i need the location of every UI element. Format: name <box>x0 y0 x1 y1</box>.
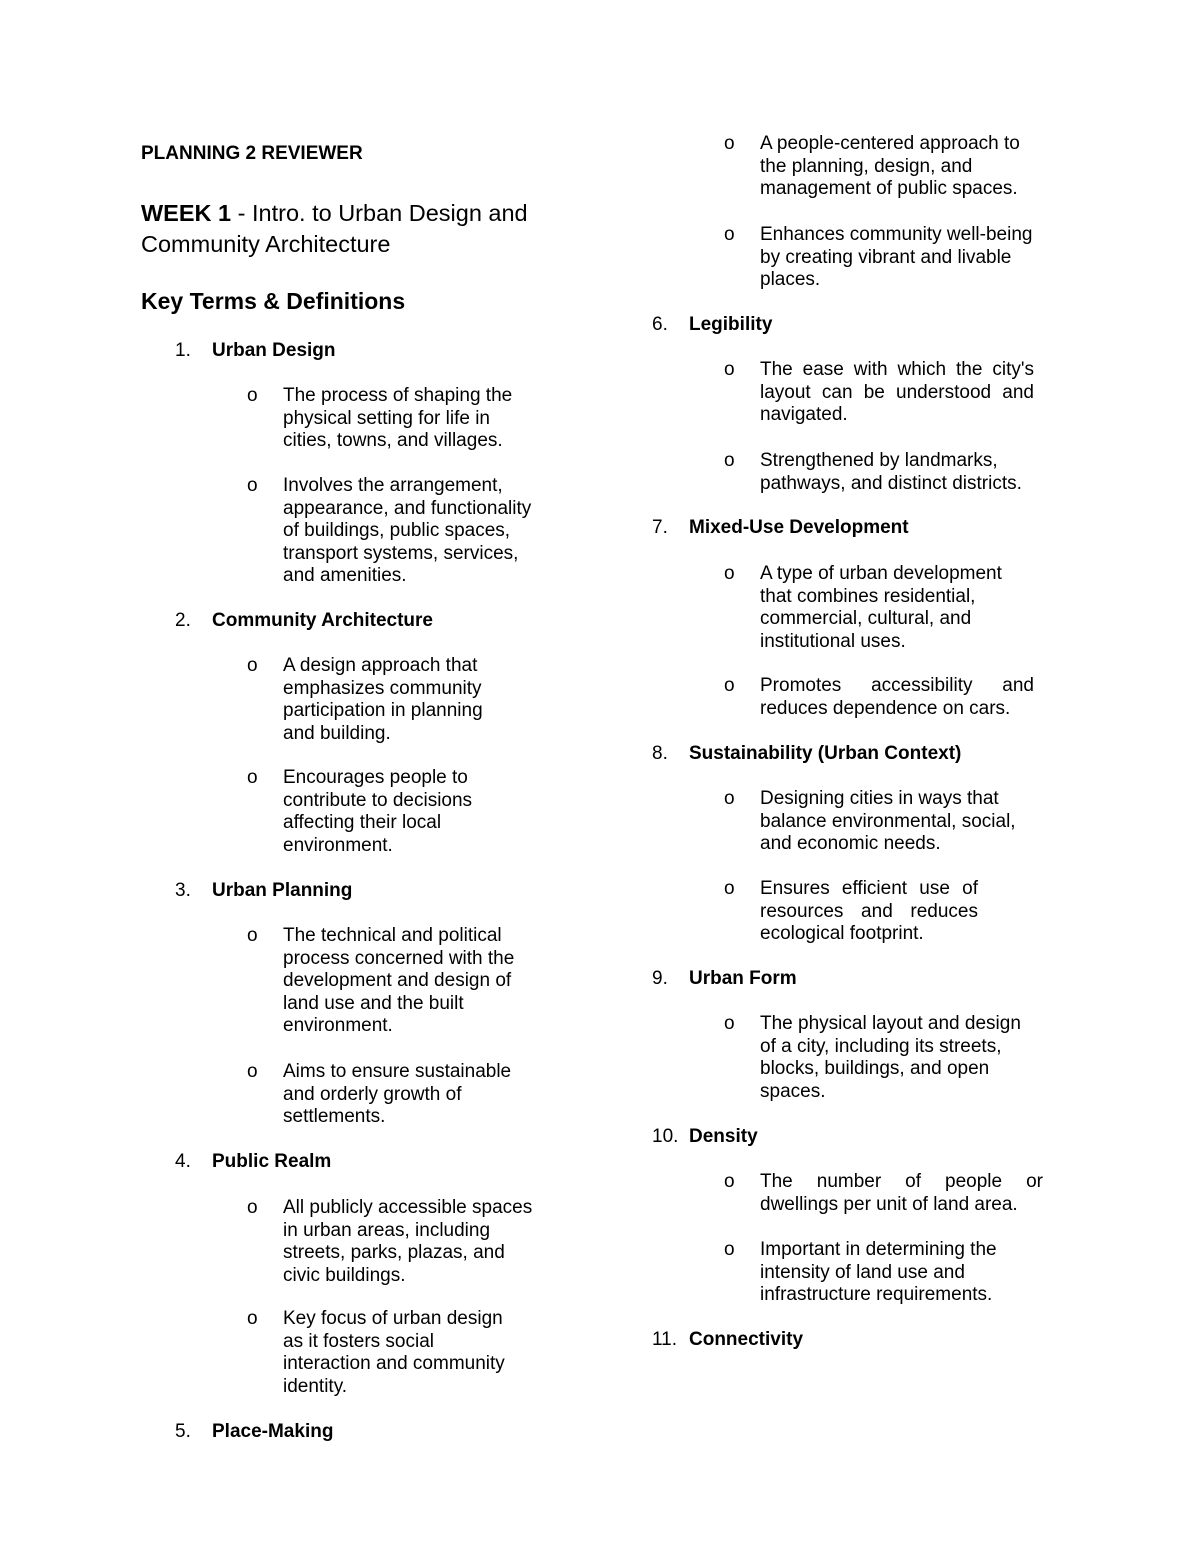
week-heading <box>141 198 528 259</box>
bullet-glyph: o <box>247 475 258 496</box>
definition: Designing cities in ways that balance environmental, social, and economic needs. <box>760 788 1016 855</box>
bullet-glyph: o <box>724 563 735 584</box>
definition: Important in determining the intensity of land use and infrastructure requirements. <box>760 1239 997 1306</box>
term-place-making: Place-Making <box>212 1421 334 1442</box>
term-public-realm: Public Realm <box>212 1151 332 1172</box>
bullet-glyph: o <box>724 675 735 696</box>
term-number: 8. <box>652 743 668 764</box>
bullet-glyph: o <box>247 1308 258 1329</box>
bullet-glyph: o <box>247 385 258 406</box>
definition: The ease with which the city's layout can be understood and navigated. <box>760 359 1034 426</box>
term-connectivity: Connectivity <box>689 1329 804 1350</box>
definition: The number of people or dwellings per unit of land area. <box>760 1171 1043 1215</box>
definition: Encourages people to contribute to decisions affecting their local environment. <box>283 767 473 856</box>
term-mixed-use-development: Mixed-Use Development <box>689 517 909 538</box>
bullet-glyph: o <box>247 925 258 946</box>
section-heading: Key Terms & Definitions <box>141 288 406 314</box>
definition: The technical and political process concerned with the development and design of land use and the built environment. <box>283 925 515 1037</box>
term-urban-design: Urban Design <box>212 340 336 361</box>
bullet-glyph: o <box>724 224 735 245</box>
term-legibility: Legibility <box>689 314 773 335</box>
term-sustainability: Sustainability (Urban Context) <box>689 743 962 764</box>
week-topic-line-1: Intro. to Urban Design and <box>252 200 528 226</box>
term-urban-form: Urban Form <box>689 968 797 989</box>
definition: The physical layout and design of a city, including its streets, blocks, buildings, and open spaces. <box>760 1013 1021 1102</box>
term-number: 4. <box>175 1151 191 1172</box>
bullet-glyph: o <box>247 1197 258 1218</box>
definition: A people-centered approach to the planning, design, and management of public spaces. <box>760 133 1020 200</box>
bullet-glyph: o <box>724 1171 735 1192</box>
bullet-glyph: o <box>724 1013 735 1034</box>
term-number: 1. <box>175 340 191 361</box>
definition: All publicly accessible spaces in urban areas, including streets, parks, plazas, and civic buildings. <box>283 1197 533 1286</box>
definition: A type of urban development that combines residential, commercial, cultural, and institutional uses. <box>760 563 1002 652</box>
term-number: 6. <box>652 314 668 335</box>
definition: A design approach that emphasizes community participation in planning and building. <box>283 655 483 744</box>
term-density: Density <box>689 1126 758 1147</box>
term-number: 7. <box>652 517 668 538</box>
term-number: 10. <box>652 1126 679 1147</box>
term-number: 5. <box>175 1421 191 1442</box>
bullet-glyph: o <box>724 1239 735 1260</box>
bullet-glyph: o <box>247 655 258 676</box>
definition: Promotes accessibility and reduces dependence on cars. <box>760 675 1034 719</box>
term-number: 2. <box>175 610 191 631</box>
definition: Aims to ensure sustainable and orderly growth of settlements. <box>283 1061 512 1128</box>
bullet-glyph: o <box>724 359 735 380</box>
definition: Enhances community well-being by creating vibrant and livable places. <box>760 224 1033 291</box>
term-number: 11. <box>652 1329 678 1350</box>
week-label: WEEK 1 <box>141 200 232 226</box>
definition: Ensures efficient use of resources and reduces ecological footprint. <box>760 878 978 945</box>
definition: Strengthened by landmarks, pathways, and distinct districts. <box>760 450 1022 494</box>
bullet-glyph: o <box>724 133 735 154</box>
term-number: 3. <box>175 880 191 901</box>
bullet-glyph: o <box>724 788 735 809</box>
definition: Involves the arrangement, appearance, and functionality of buildings, public spaces, transport systems, services, and amenities. <box>283 475 532 587</box>
bullet-glyph: o <box>724 450 735 471</box>
definition: The process of shaping the physical setting for life in cities, towns, and villages. <box>283 385 513 452</box>
week-separator: - <box>231 200 252 226</box>
week-topic-line-2: Community Architecture <box>141 230 391 257</box>
definition: Key focus of urban design as it fosters social interaction and community identity. <box>283 1308 505 1397</box>
bullet-glyph: o <box>247 1061 258 1082</box>
bullet-glyph: o <box>724 878 735 899</box>
term-number: 9. <box>652 968 668 989</box>
term-urban-planning: Urban Planning <box>212 880 353 901</box>
document-title: PLANNING 2 REVIEWER <box>141 143 363 164</box>
bullet-glyph: o <box>247 767 258 788</box>
term-community-architecture: Community Architecture <box>212 610 433 631</box>
